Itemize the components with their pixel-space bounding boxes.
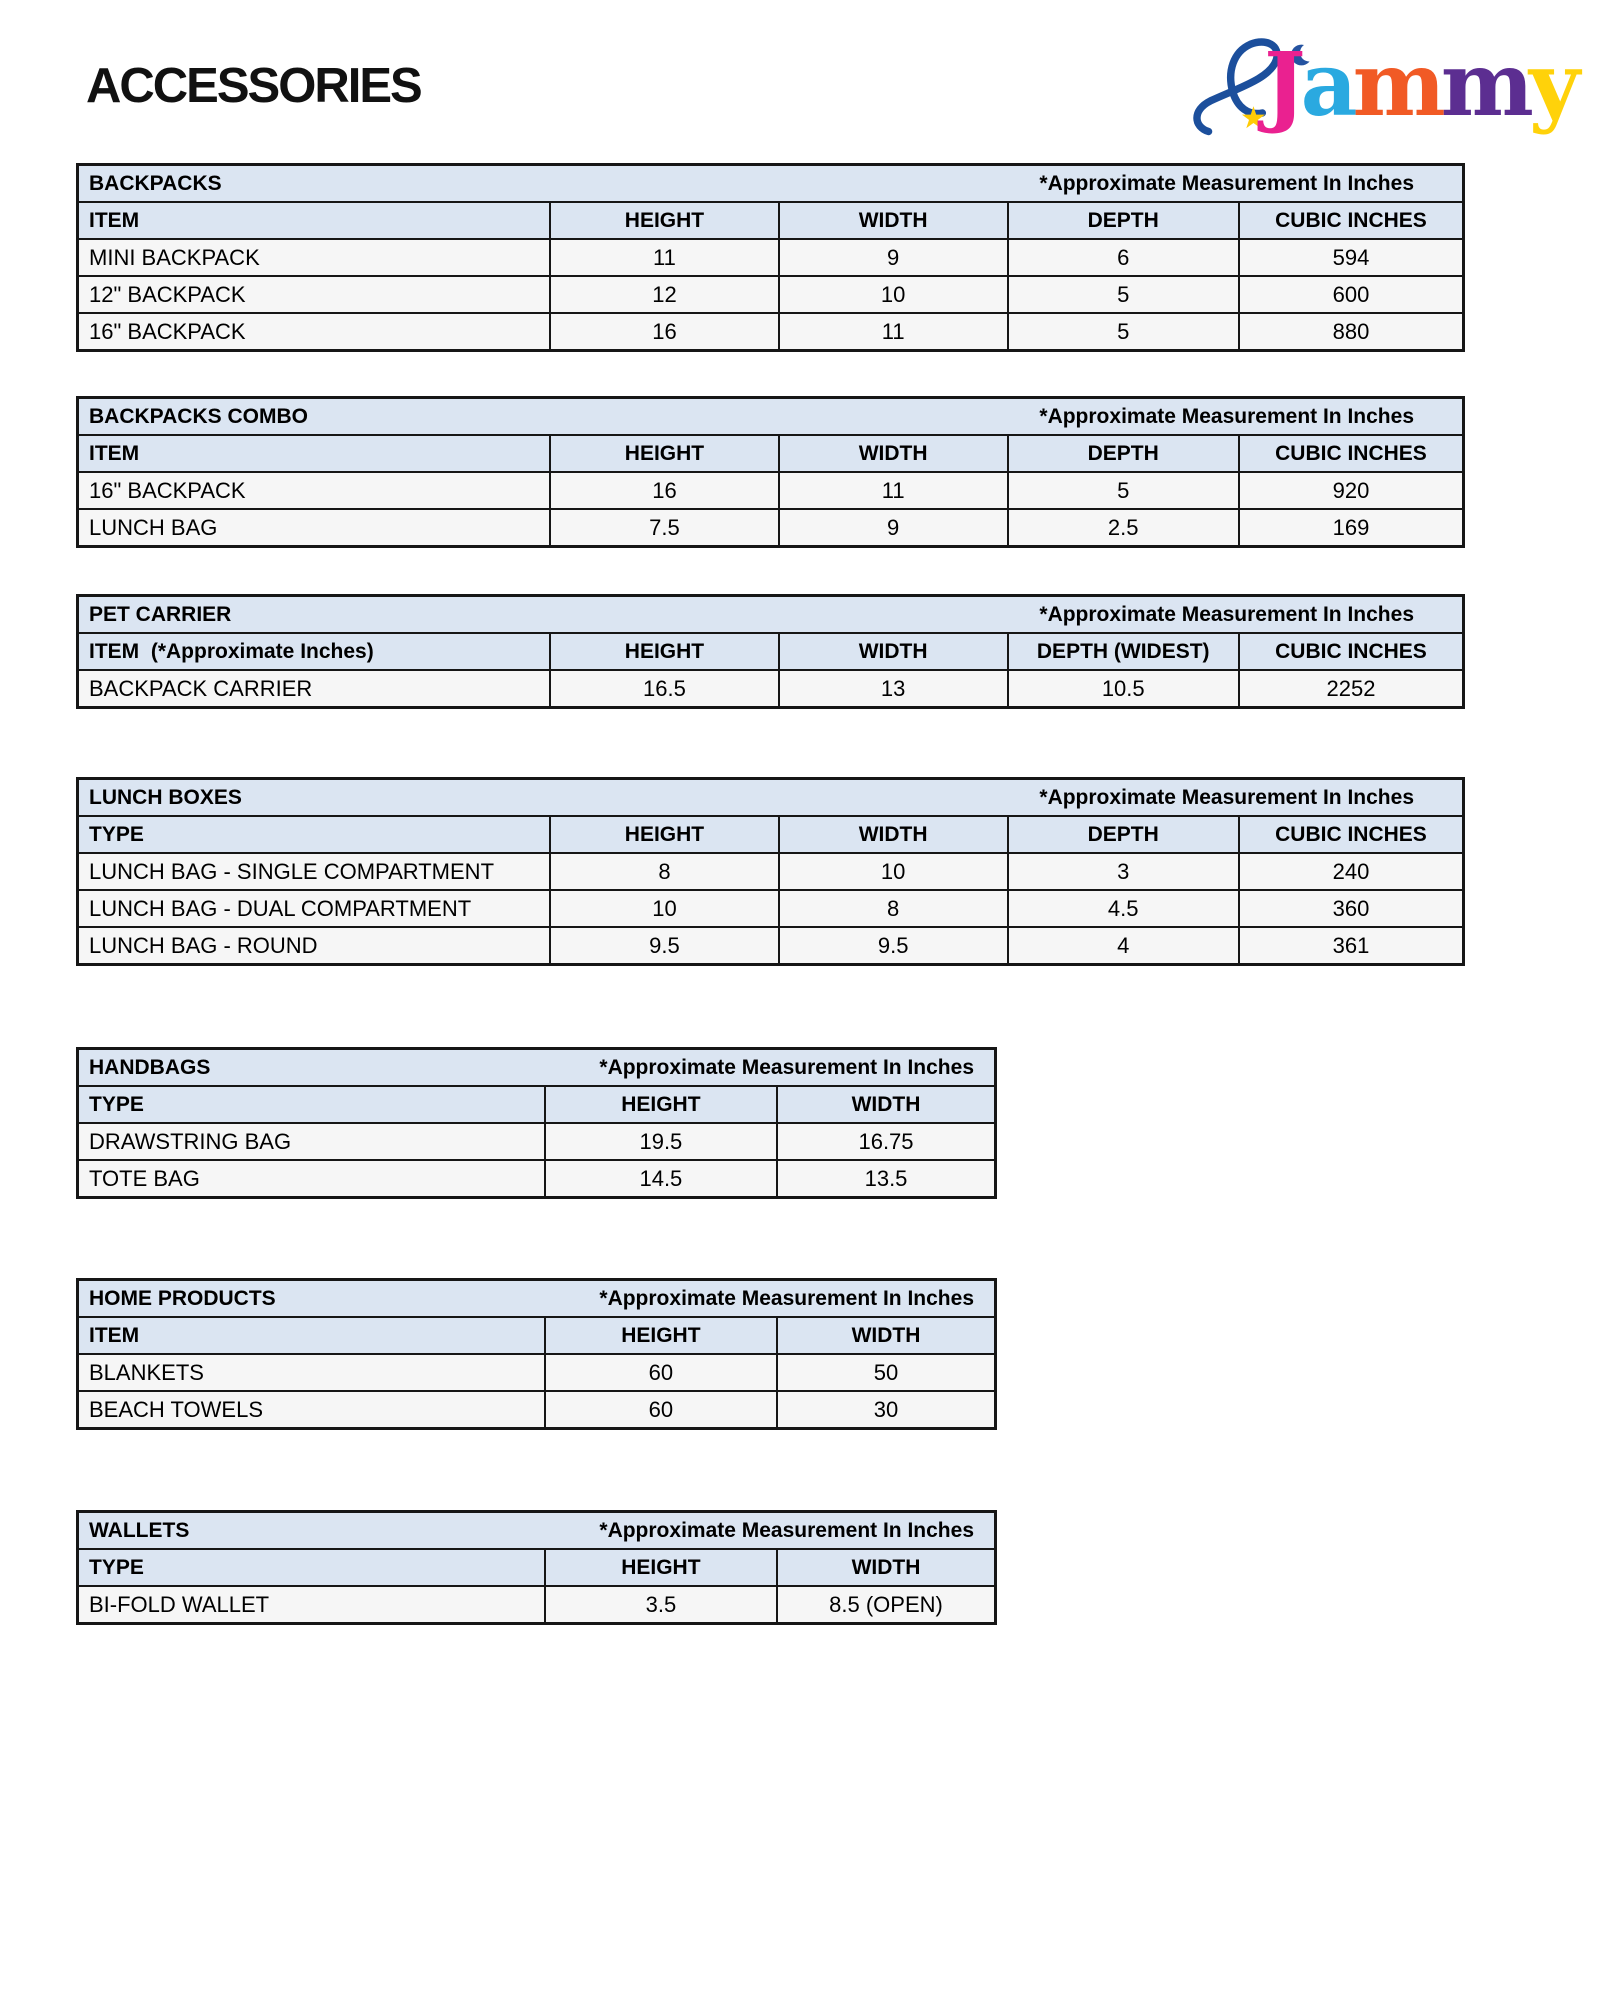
table-row	[78, 853, 1464, 890]
value-cell: 169	[1239, 509, 1464, 547]
column-header: HEIGHT	[545, 1549, 777, 1586]
value-cell: 240	[1239, 853, 1464, 890]
table-row	[78, 276, 1464, 313]
column-header: WIDTH	[779, 202, 1008, 239]
measurement-table	[76, 594, 1465, 709]
value-cell: 11	[779, 313, 1008, 351]
value-cell: 10.5	[1008, 670, 1239, 708]
value-cell: 12	[550, 276, 779, 313]
value-cell: 3	[1008, 853, 1239, 890]
value-cell: 9.5	[779, 927, 1008, 965]
column-header: CUBIC INCHES	[1239, 633, 1464, 670]
item-cell: 12" BACKPACK	[78, 276, 551, 313]
value-cell: 360	[1239, 890, 1464, 927]
item-cell: DRAWSTRING BAG	[78, 1123, 545, 1160]
table-row	[78, 890, 1464, 927]
measurement-table	[76, 163, 1465, 352]
column-header: TYPE	[78, 816, 551, 853]
value-cell: 8.5 (OPEN)	[777, 1586, 995, 1624]
value-cell: 4.5	[1008, 890, 1239, 927]
table-title: LUNCH BOXES	[89, 785, 242, 809]
table-title-row	[78, 398, 1464, 436]
measurement-note: *Approximate Measurement In Inches	[1039, 404, 1414, 428]
value-cell: 8	[550, 853, 779, 890]
logo-letter: m	[1352, 32, 1441, 136]
value-cell: 2.5	[1008, 509, 1239, 547]
table-home-products	[76, 1278, 997, 1430]
value-cell: 2252	[1239, 670, 1464, 708]
table-row	[78, 472, 1464, 509]
item-cell: 16" BACKPACK	[78, 313, 551, 351]
value-cell: 361	[1239, 927, 1464, 965]
item-cell: LUNCH BAG	[78, 509, 551, 547]
value-cell: 3.5	[545, 1586, 777, 1624]
column-header: WIDTH	[779, 633, 1008, 670]
value-cell: 11	[550, 239, 779, 276]
value-cell: 594	[1239, 239, 1464, 276]
table-row	[78, 509, 1464, 547]
column-header: DEPTH	[1008, 816, 1239, 853]
column-header: WIDTH	[777, 1317, 995, 1354]
measurement-table	[76, 1510, 997, 1625]
measurement-note: *Approximate Measurement In Inches	[599, 1286, 974, 1310]
item-cell: BI-FOLD WALLET	[78, 1586, 545, 1624]
column-header: CUBIC INCHES	[1239, 202, 1464, 239]
table-backpacks-combo	[76, 396, 1465, 548]
column-header: HEIGHT	[545, 1086, 777, 1123]
column-header: WIDTH	[777, 1086, 995, 1123]
column-header: TYPE	[78, 1086, 545, 1123]
column-header: DEPTH	[1008, 202, 1239, 239]
value-cell: 10	[550, 890, 779, 927]
logo-wordmark	[1264, 28, 1575, 140]
measurement-note: *Approximate Measurement In Inches	[1039, 602, 1414, 626]
column-header: ITEM	[78, 202, 551, 239]
value-cell: 16	[550, 313, 779, 351]
star-icon: ★	[1240, 102, 1267, 135]
value-cell: 5	[1008, 472, 1239, 509]
measurement-table	[76, 396, 1465, 548]
value-cell: 5	[1008, 313, 1239, 351]
table-row	[78, 1354, 996, 1391]
item-cell: BACKPACK CARRIER	[78, 670, 551, 708]
value-cell: 50	[777, 1354, 995, 1391]
value-cell: 5	[1008, 276, 1239, 313]
value-cell: 14.5	[545, 1160, 777, 1198]
column-header: DEPTH	[1008, 435, 1239, 472]
value-cell: 60	[545, 1354, 777, 1391]
column-header: CUBIC INCHES	[1239, 816, 1464, 853]
value-cell: 9.5	[550, 927, 779, 965]
item-cell: 16" BACKPACK	[78, 472, 551, 509]
value-cell: 13.5	[777, 1160, 995, 1198]
column-header: CUBIC INCHES	[1239, 435, 1464, 472]
value-cell: 920	[1239, 472, 1464, 509]
column-header: WIDTH	[777, 1549, 995, 1586]
table-title-row	[78, 1049, 996, 1087]
table-row	[78, 670, 1464, 708]
value-cell: 600	[1239, 276, 1464, 313]
table-row	[78, 1123, 996, 1160]
column-header: HEIGHT	[550, 633, 779, 670]
value-cell: 6	[1008, 239, 1239, 276]
column-header: HEIGHT	[550, 816, 779, 853]
column-header: WIDTH	[779, 435, 1008, 472]
value-cell: 9	[779, 239, 1008, 276]
table-row	[78, 313, 1464, 351]
item-cell: TOTE BAG	[78, 1160, 545, 1198]
table-title-row	[78, 1280, 996, 1318]
logo-letter: a	[1300, 32, 1353, 136]
measurement-table	[76, 1278, 997, 1430]
table-handbags	[76, 1047, 997, 1199]
table-title: HANDBAGS	[89, 1055, 211, 1079]
value-cell: 11	[779, 472, 1008, 509]
table-title: BACKPACKS COMBO	[89, 404, 308, 428]
value-cell: 19.5	[545, 1123, 777, 1160]
item-cell: LUNCH BAG - SINGLE COMPARTMENT	[78, 853, 551, 890]
value-cell: 880	[1239, 313, 1464, 351]
column-header: HEIGHT	[550, 202, 779, 239]
value-cell: 60	[545, 1391, 777, 1429]
measurement-note: *Approximate Measurement In Inches	[1039, 785, 1414, 809]
column-header: ITEM (*Approximate Inches)	[78, 633, 551, 670]
table-title: BACKPACKS	[89, 171, 222, 195]
measurement-note: *Approximate Measurement In Inches	[599, 1055, 974, 1079]
column-header: ITEM	[78, 435, 551, 472]
value-cell: 10	[779, 853, 1008, 890]
table-row	[78, 1160, 996, 1198]
value-cell: 30	[777, 1391, 995, 1429]
measurement-table	[76, 777, 1465, 966]
table-row	[78, 1391, 996, 1429]
value-cell: 16.75	[777, 1123, 995, 1160]
item-cell: LUNCH BAG - ROUND	[78, 927, 551, 965]
column-header: HEIGHT	[550, 435, 779, 472]
table-row	[78, 239, 1464, 276]
column-header: WIDTH	[779, 816, 1008, 853]
table-title-row	[78, 1512, 996, 1550]
table-lunch-boxes	[76, 777, 1465, 966]
value-cell: 16	[550, 472, 779, 509]
value-cell: 4	[1008, 927, 1239, 965]
column-header: HEIGHT	[545, 1317, 777, 1354]
value-cell: 16.5	[550, 670, 779, 708]
logo-letter: y	[1528, 32, 1576, 136]
table-title: PET CARRIER	[89, 602, 232, 626]
table-row	[78, 927, 1464, 965]
table-pet-carrier	[76, 594, 1465, 709]
measurement-note: *Approximate Measurement In Inches	[599, 1518, 974, 1542]
value-cell: 13	[779, 670, 1008, 708]
value-cell: 9	[779, 509, 1008, 547]
pjammy-logo	[1190, 26, 1585, 144]
item-cell: BLANKETS	[78, 1354, 545, 1391]
table-title: HOME PRODUCTS	[89, 1286, 276, 1310]
table-title-row	[78, 165, 1464, 203]
item-cell: BEACH TOWELS	[78, 1391, 545, 1429]
table-backpacks	[76, 163, 1465, 352]
column-header: TYPE	[78, 1549, 545, 1586]
logo-letter: m	[1440, 32, 1529, 136]
logo-letter: J	[1264, 32, 1301, 136]
value-cell: 10	[779, 276, 1008, 313]
value-cell: 7.5	[550, 509, 779, 547]
item-cell: MINI BACKPACK	[78, 239, 551, 276]
value-cell: 8	[779, 890, 1008, 927]
measurement-note: *Approximate Measurement In Inches	[1039, 171, 1414, 195]
item-cell: LUNCH BAG - DUAL COMPARTMENT	[78, 890, 551, 927]
table-title: WALLETS	[89, 1518, 190, 1542]
table-title-row	[78, 596, 1464, 634]
column-header: DEPTH (WIDEST)	[1008, 633, 1239, 670]
page-title: ACCESSORIES	[86, 59, 421, 113]
table-row	[78, 1586, 996, 1624]
measurement-table	[76, 1047, 997, 1199]
column-header: ITEM	[78, 1317, 545, 1354]
table-title-row	[78, 779, 1464, 817]
table-wallets	[76, 1510, 997, 1625]
